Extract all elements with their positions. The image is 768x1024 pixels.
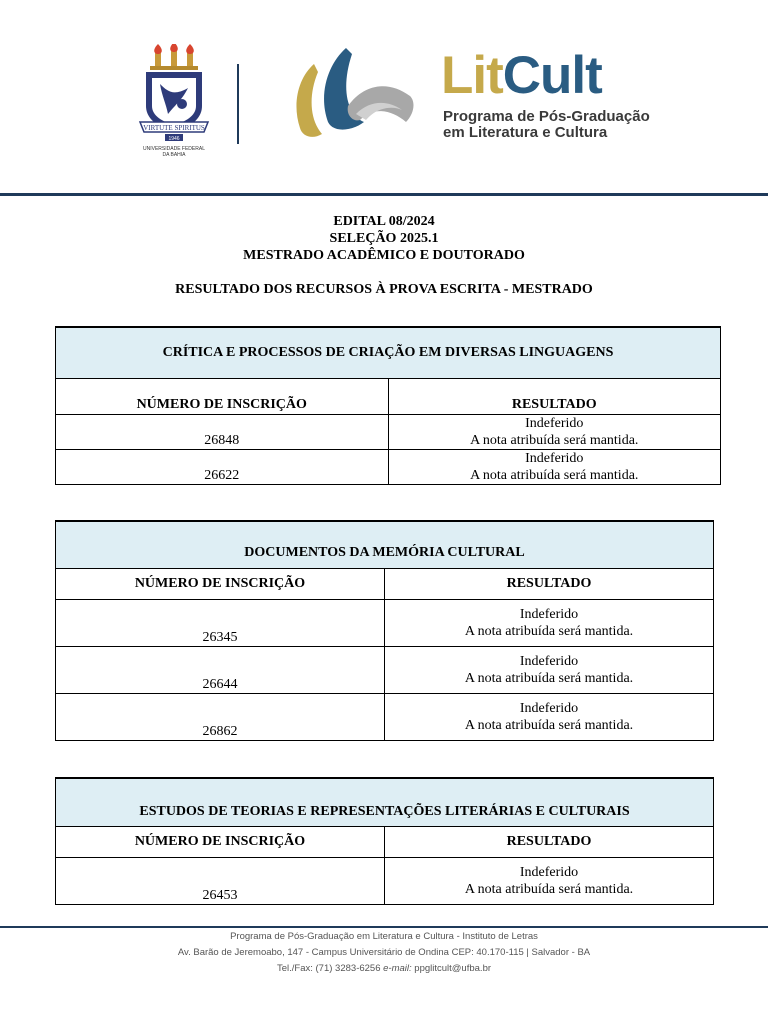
footer-email-label: e-mail: — [383, 963, 412, 974]
registration-number: 26622 — [56, 449, 389, 484]
ufba-crest-logo — [138, 44, 210, 162]
footer-contact-line — [0, 961, 768, 977]
result-note: A nota atribuída será mantida. — [464, 881, 634, 897]
table-row — [56, 646, 714, 693]
table-title: DOCUMENTOS DA MEMÓRIA CULTURAL — [56, 521, 714, 568]
registration-number: 26453 — [56, 857, 385, 904]
column-header-result: RESULTADO — [385, 826, 714, 857]
footer-rule — [0, 926, 768, 928]
result-status: Indeferido — [519, 653, 579, 669]
result-note: A nota atribuída será mantida. — [464, 717, 634, 733]
registration-number: 26862 — [56, 693, 385, 740]
column-header-result: RESULTADO — [388, 378, 721, 414]
result-cell — [385, 599, 714, 646]
litcult-subtitle — [443, 109, 650, 141]
litcult-lit: Lit — [441, 46, 503, 105]
column-header-number: NÚMERO DE INSCRIÇÃO — [56, 568, 385, 599]
result-status: Indeferido — [519, 700, 579, 716]
litcult-subtitle-line1: Programa de Pós-Graduação — [443, 108, 650, 125]
ufba-year: 1946 — [168, 136, 180, 142]
edital-title: EDITAL 08/2024 — [333, 214, 435, 229]
result-note: A nota atribuída será mantida. — [464, 623, 634, 639]
document-titles — [0, 213, 768, 264]
litcult-cult: Cult — [502, 46, 602, 105]
result-note: A nota atribuída será mantida. — [464, 670, 634, 686]
header-rule — [0, 193, 768, 196]
result-subtitle: RESULTADO DOS RECURSOS À PROVA ESCRITA - MESTRADO — [175, 282, 593, 297]
table-row — [56, 857, 714, 904]
litcult-swoosh-logo — [288, 44, 418, 144]
page-header — [0, 0, 768, 198]
selection-title: SELEÇÃO 2025.1 — [329, 231, 439, 246]
footer-email[interactable]: ppglitcult@ufba.br — [414, 963, 492, 974]
header-divider — [237, 64, 239, 144]
result-note: A nota atribuída será mantida. — [470, 432, 639, 448]
results-table-documentos — [55, 520, 714, 741]
registration-number: 26644 — [56, 646, 385, 693]
results-table-estudos — [55, 777, 714, 905]
registration-number: 26848 — [56, 414, 389, 449]
result-status: Indeferido — [525, 415, 584, 431]
litcult-subtitle-line2: em Literatura e Cultura — [443, 124, 608, 141]
column-header-number: NÚMERO DE INSCRIÇÃO — [56, 826, 385, 857]
ufba-motto: VIRTUTE SPIRITUS — [143, 124, 205, 132]
result-status: Indeferido — [525, 450, 584, 466]
result-cell — [385, 646, 714, 693]
litcult-wordmark — [441, 44, 602, 108]
table-row — [56, 599, 714, 646]
table-row — [56, 414, 721, 449]
column-header-result: RESULTADO — [385, 568, 714, 599]
column-header-number: NÚMERO DE INSCRIÇÃO — [56, 378, 389, 414]
table-row — [56, 449, 721, 484]
result-cell — [385, 693, 714, 740]
program-title: MESTRADO ACADÊMICO E DOUTORADO — [243, 248, 525, 263]
page-footer — [0, 929, 768, 977]
result-cell — [388, 414, 721, 449]
footer-program-line: Programa de Pós-Graduação em Literatura e Cultura - Instituto de Letras — [230, 931, 538, 942]
result-status: Indeferido — [519, 606, 579, 622]
footer-phone: Tel./Fax: (71) 3283-6256 — [276, 963, 381, 974]
result-cell — [388, 449, 721, 484]
table-title: CRÍTICA E PROCESSOS DE CRIAÇÃO EM DIVERSAS LINGUAGENS — [56, 327, 721, 378]
ufba-caption-line1: UNIVERSIDADE FEDERAL — [143, 146, 205, 152]
result-cell — [385, 857, 714, 904]
table-row — [56, 693, 714, 740]
result-status: Indeferido — [519, 864, 579, 880]
result-note: A nota atribuída será mantida. — [470, 467, 639, 483]
table-title: ESTUDOS DE TEORIAS E REPRESENTAÇÕES LITERÁRIAS E CULTURAIS — [56, 778, 714, 826]
footer-address-line: Av. Barão de Jeremoabo, 147 - Campus Universitário de Ondina CEP: 40.170-115 | Salvador - BA — [177, 947, 591, 958]
registration-number: 26345 — [56, 599, 385, 646]
ufba-caption-line2: DA BAHIA — [162, 152, 186, 158]
results-table-critica — [55, 326, 721, 485]
ufba-caption — [132, 146, 216, 158]
